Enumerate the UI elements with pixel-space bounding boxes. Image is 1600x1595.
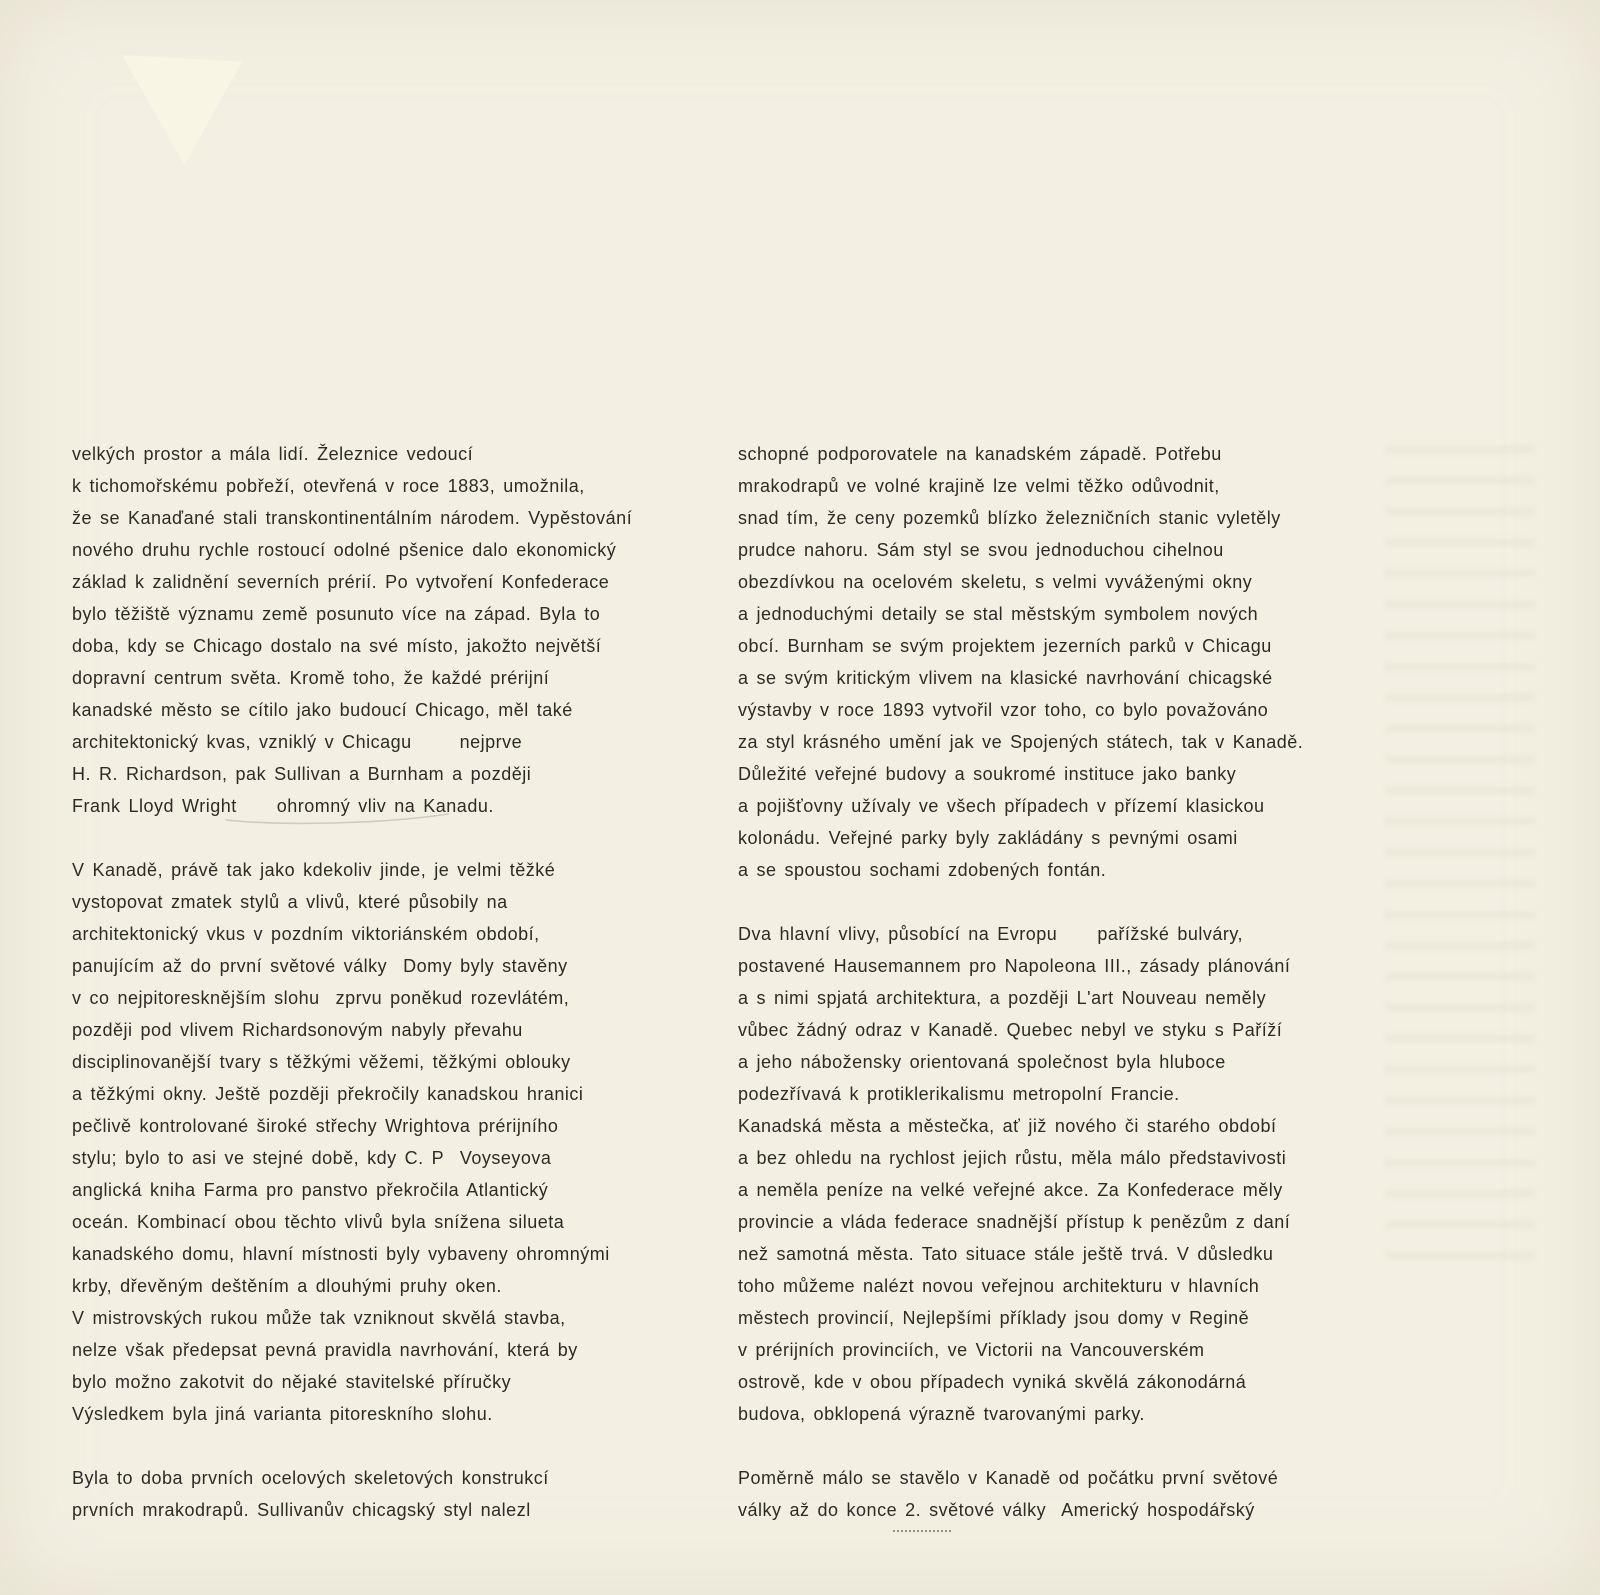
- text-line: velkých prostor a mála lidí. Železnice vedoucí: [72, 444, 474, 464]
- text-line: ostrově, kde v obou případech vyniká skvělá zákonodárná: [738, 1372, 1247, 1392]
- text-column-left: [72, 438, 712, 1526]
- text-line: nového druhu rychle rostoucí odolné pšenice dalo ekonomický: [72, 540, 617, 560]
- text-line: že se Kanaďané stali transkontinentálním národem. Vypěstování: [72, 508, 633, 528]
- watermark-triangle: [122, 55, 242, 165]
- text-line: a se spoustou sochami zdobených fontán.: [738, 860, 1107, 880]
- text-line: bylo těžiště významu země posunuto více na západ. Byla to: [72, 604, 601, 624]
- text-column-right: [738, 438, 1388, 1526]
- text-line: prvních mrakodrapů. Sullivanův chicagský styl nalezl: [72, 1500, 531, 1520]
- paragraph: [72, 854, 712, 1430]
- text-line: pečlivě kontrolované široké střechy Wrightova prérijního: [72, 1116, 559, 1136]
- text-line: základ k zalidnění severních prérií. Po vytvoření Konfederace: [72, 572, 610, 592]
- text-line: Výsledkem byla jiná varianta pitoreskního slohu.: [72, 1404, 493, 1424]
- paragraph: [738, 438, 1388, 886]
- text-line: městech provincií, Nejlepšími příklady jsou domy v Regině: [738, 1308, 1250, 1328]
- text-line: stylu; bylo to asi ve stejné době, kdy C. P Voyseyova: [72, 1148, 552, 1168]
- text-line: doba, kdy se Chicago dostalo na své místo, jakožto největší: [72, 636, 602, 656]
- text-line: kanadského domu, hlavní místnosti byly vybaveny ohromnými: [72, 1244, 610, 1264]
- text-line: a jednoduchými detaily se stal městským symbolem nových: [738, 604, 1259, 624]
- paragraph: [72, 438, 712, 822]
- text-line: Důležité veřejné budovy a soukromé instituce jako banky: [738, 764, 1237, 784]
- paragraph: [738, 918, 1388, 1430]
- text-line: za styl krásného umění jak ve Spojených státech, tak v Kanadě.: [738, 732, 1304, 752]
- text-line: Kanadská města a městečka, ať již nového či starého období: [738, 1116, 1277, 1136]
- text-line: a se svým kritickým vlivem na klasické navrhování chicagské: [738, 668, 1273, 688]
- text-line: v prérijních provinciích, ve Victorii na Vancouverském: [738, 1340, 1205, 1360]
- text-line: V mistrovských rukou může tak vzniknout skvělá stavba,: [72, 1308, 566, 1328]
- text-line: než samotná města. Tato situace stále ještě trvá. V důsledku: [738, 1244, 1274, 1264]
- text-line: architektonický vkus v pozdním viktoriánském období,: [72, 924, 540, 944]
- text-line: dopravní centrum světa. Kromě toho, že každé prérijní: [72, 668, 550, 688]
- text-line: V Kanadě, právě tak jako kdekoliv jinde, je velmi těžké: [72, 860, 556, 880]
- text-line: architektonický kvas, vzniklý v Chicagu nejprve: [72, 732, 523, 752]
- text-line: budova, obklopená výrazně tvarovanými parky.: [738, 1404, 1145, 1424]
- text-line: vůbec žádný odraz v Kanadě. Quebec nebyl ve styku s Paříží: [738, 1020, 1283, 1040]
- text-line: panujícím až do první světové války Domy byly stavěny: [72, 956, 568, 976]
- text-line: Frank Lloyd Wright ohromný vliv na Kanadu.: [72, 796, 494, 816]
- text-line: a bez ohledu na rychlost jejich růstu, měla málo představivosti: [738, 1148, 1287, 1168]
- text-line: kanadské město se cítilo jako budoucí Chicago, měl také: [72, 700, 573, 720]
- text-line: mrakodrapů ve volné krajině lze velmi těžko odůvodnit,: [738, 476, 1220, 496]
- text-line: oceán. Kombinací obou těchto vlivů byla snížena silueta: [72, 1212, 565, 1232]
- text-line: a neměla peníze na velké veřejné akce. Za Konfederace měly: [738, 1180, 1283, 1200]
- text-line: k tichomořskému pobřeží, otevřená v roce 1883, umožnila,: [72, 476, 585, 496]
- text-line: schopné podporovatele na kanadském západě. Potřebu: [738, 444, 1222, 464]
- pencil-underline: [893, 1526, 951, 1532]
- text-line: Poměrně málo se stavělo v Kanadě od počátku první světové: [738, 1468, 1279, 1488]
- text-line: Byla to doba prvních ocelových skeletových konstrukcí: [72, 1468, 549, 1488]
- text-line: disciplinovanější tvary s těžkými věžemi, těžkými oblouky: [72, 1052, 571, 1072]
- text-line: později pod vlivem Richardsonovým nabyly převahu: [72, 1020, 523, 1040]
- show-through-ghost-text: [1385, 445, 1535, 1265]
- text-line: nelze však předepsat pevná pravidla navrhování, která by: [72, 1340, 578, 1360]
- text-line: obcí. Burnham se svým projektem jezerních parků v Chicagu: [738, 636, 1272, 656]
- text-line: kolonádu. Veřejné parky byly zakládány s pevnými osami: [738, 828, 1238, 848]
- text-line: obezdívkou na ocelovém skeletu, s velmi vyváženými okny: [738, 572, 1253, 592]
- text-line: výstavby v roce 1893 vytvořil vzor toho, co bylo považováno: [738, 700, 1269, 720]
- text-line: podezřívavá k protiklerikalismu metropolní Francie.: [738, 1084, 1180, 1104]
- text-line: krby, dřevěným deštěním a dlouhými pruhy oken.: [72, 1276, 502, 1296]
- text-line: anglická kniha Farma pro panstvo překročila Atlantický: [72, 1180, 549, 1200]
- text-line: snad tím, že ceny pozemků blízko železničních stanic vyletěly: [738, 508, 1281, 528]
- text-line: a jeho nábožensky orientovaná společnost byla hluboce: [738, 1052, 1226, 1072]
- text-line: Dva hlavní vlivy, působící na Evropu pařížské bulváry,: [738, 924, 1244, 944]
- text-line: prudce nahoru. Sám styl se svou jednoduchou cihelnou: [738, 540, 1224, 560]
- text-line: a s nimi spjatá architektura, a později L'art Nouveau neměly: [738, 988, 1267, 1008]
- text-line: v co nejpitoresknějším slohu zprvu poněkud rozevlátém,: [72, 988, 570, 1008]
- text-line: a těžkými okny. Ještě později překročily kanadskou hranici: [72, 1084, 584, 1104]
- text-line: H. R. Richardson, pak Sullivan a Burnham a později: [72, 764, 532, 784]
- text-line: provincie a vláda federace snadnější přístup k penězům z daní: [738, 1212, 1291, 1232]
- text-line: války až do konce 2. světové války Americký hospodářský: [738, 1500, 1255, 1520]
- paragraph: [72, 1462, 712, 1526]
- text-line: postavené Hausemannem pro Napoleona III., zásady plánování: [738, 956, 1291, 976]
- paragraph: [738, 1462, 1388, 1526]
- text-line: toho můžeme nalézt novou veřejnou architekturu v hlavních: [738, 1276, 1260, 1296]
- text-line: bylo možno zakotvit do nějaké stavitelské příručky: [72, 1372, 512, 1392]
- text-line: vystopovat zmatek stylů a vlivů, které působily na: [72, 892, 508, 912]
- text-line: a pojišťovny užívaly ve všech případech v přízemí klasickou: [738, 796, 1265, 816]
